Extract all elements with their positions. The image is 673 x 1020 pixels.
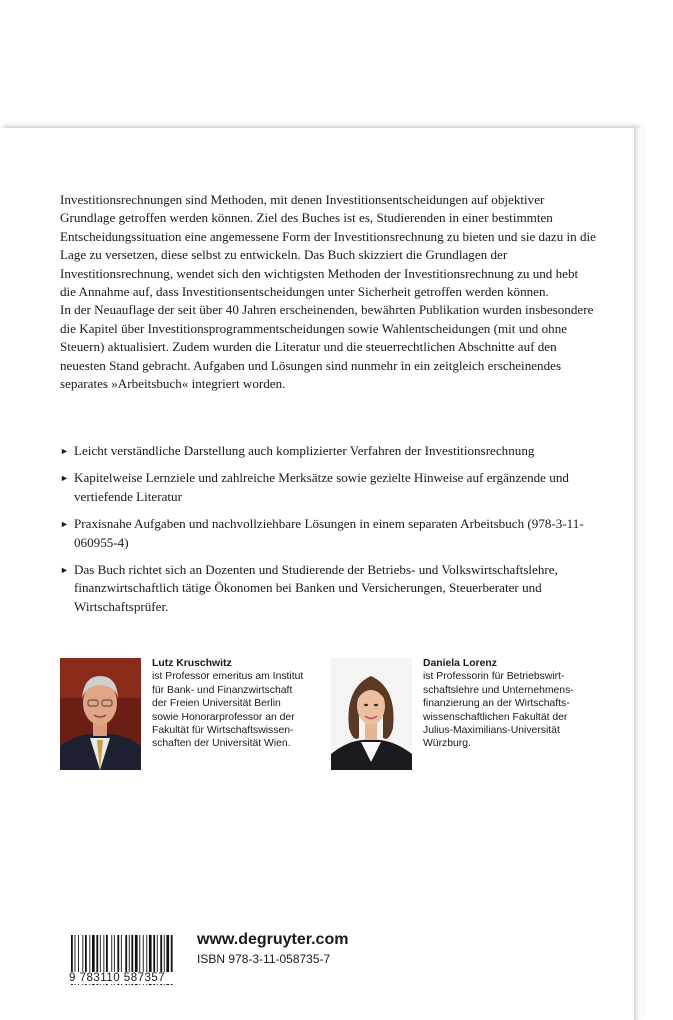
bullet-arrow-icon: ► [60,473,69,484]
author-bio-line: Julius-Maximilians-Universität [423,725,560,737]
isbn-barcode [67,935,177,997]
description [60,191,596,393]
feature-item [60,442,596,460]
author-bio-line: schaftslehre und Unternehmens- [423,684,574,696]
author-bio-line: wissenschaftlichen Fakultät der [423,711,568,723]
feature-list [60,442,596,625]
bullet-arrow-icon: ► [60,519,69,530]
author-bio-line: der Freien Universität Berlin [152,698,281,710]
description-paragraph: Investitionsrechnungen sind Methoden, mit denen Investitionsentscheidungen auf objektiver Grundlage getroffen werden können. Ziel des Buches ist es, Studierenden in einer bestimmten Entscheidungssituation eine angemessene Form der Investitionsrechnung zu bieten und sie dazu in die Lage zu versetzen, diese selbst zu entwickeln. Das Buch skizziert die Grundlagen der Investitionsrechnung, wendet sich den wichtigsten Methoden der Investitionsrechnung zu und hebt die Annahme auf, dass Investitionsentscheidungen unter Sicherheit getroffen werden können. [60,192,596,300]
isbn-number: ISBN 978-3-11-058735-7 [197,952,331,966]
feature-text: Praxisnahe Aufgaben und nachvollziehbare Lösungen in einem separaten Arbeitsbuch (978-3-11-060955-4) [74,516,584,550]
author-bio-line: für Bank- und Finanzwirtschaft [152,684,293,696]
feature-item [60,515,596,552]
author-bio-line: schaften der Universität Wien. [152,738,291,750]
author-photo-kruschwitz [60,658,141,770]
feature-text: Kapitelweise Lernziele und zahlreiche Merksätze sowie gezielte Hinweise auf ergänzende und vertiefende Literatur [74,470,569,504]
author-bio-line: sowie Honorarprofessor an der [152,711,295,723]
author-name: Daniela Lorenz [423,658,497,669]
publisher-website: www.degruyter.com [197,931,349,948]
author-bio-kruschwitz [152,657,303,751]
bullet-arrow-icon: ► [60,565,69,576]
author-photo-lorenz [331,658,412,770]
author-bio-line: ist Professor emeritus am Institut [152,671,304,683]
author-bio-line: Würzburg. [423,738,471,750]
description-paragraph: In der Neuauflage der seit über 40 Jahren erscheinenden, bewährten Publikation wurden insbesondere die Kapitel über Investitionsprogrammentscheidungen sowie Wahlentscheidungen (mit und ohne Steuern) aktualisiert. Zudem wurden die Literatur und die steuerrechtlichen Abschnitte auf den neuesten Stand gebracht. Aufgaben und Lösungen sind nunmehr in ein zeitgleich erscheinendes separates »Arbeitsbuch« integriert worden. [60,302,594,392]
bullet-arrow-icon: ► [60,446,69,456]
cover-edge [634,128,642,1020]
author-name: Lutz Kruschwitz [152,658,232,669]
author-bio-line: Fakultät für Wirtschaftswissen- [152,725,294,737]
feature-text: Leicht verständliche Darstellung auch komplizierter Verfahren der Investitionsrechnung [74,443,535,458]
author-bio-lorenz [423,657,574,751]
barcode-digits: 9 783110 587357 [67,972,179,984]
feature-item [60,561,596,616]
author-bio-line: finanzierung an der Wirtschafts- [423,698,570,710]
feature-text: Das Buch richtet sich an Dozenten und Studierende der Betriebs- und Volkswirtschaftslehre, finanzwirtschaftlich tätige Ökonomen bei Banken und Versicherungen, Steuerberater und Wirtschaftsprüfer. [74,562,558,614]
feature-item [60,469,596,506]
author-bio-line: ist Professorin für Betriebswirt- [423,671,565,683]
